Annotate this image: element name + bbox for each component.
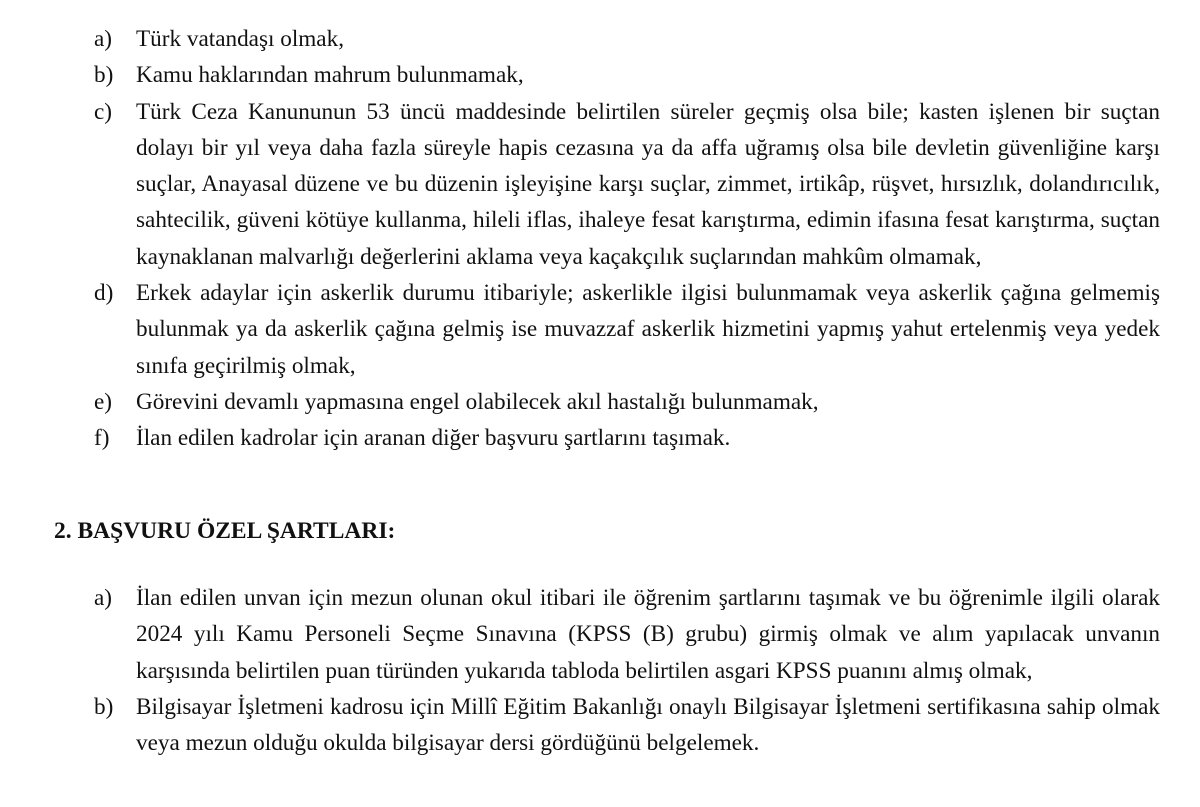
list-item-text: Türk vatandaşı olmak, <box>136 26 344 52</box>
list-marker: e) <box>94 388 113 415</box>
list-marker: a) <box>94 26 113 52</box>
list-marker: c) <box>94 98 113 125</box>
list-item <box>0 57 1200 93</box>
list-marker: b) <box>94 62 114 89</box>
special-requirements-list <box>0 580 1200 761</box>
list-item <box>0 384 1200 420</box>
list-item <box>0 275 1200 384</box>
list-item <box>0 580 1200 689</box>
list-marker: a) <box>94 585 113 611</box>
list-item <box>0 689 1200 762</box>
list-item-text: Erkek adaylar için askerlik durumu itibariyle; askerlikle ilgisi bulunmamak veya askerlik çağına gelmemiş bulunmak ya da askerlik çağına gelmiş ise muvazzaf askerlik hizmetini yapmış yahut ertelenmiş veya yedek sınıfa geçirilmiş olmak, <box>136 280 1160 379</box>
list-item <box>0 420 1200 456</box>
list-item-text: Kamu haklarından mahrum bulunmamak, <box>136 62 524 89</box>
list-marker: d) <box>94 280 114 307</box>
list-item <box>0 21 1200 57</box>
list-item-text: İlan edilen unvan için mezun olunan okul itibari ile öğrenim şartlarını taşımak ve bu öğrenimle ilgili olarak 2024 yılı Kamu Personeli Seçme Sınavına (KPSS (B) grubu) girmiş olmak ve alım yapılacak unvanın karşısında belirtilen puan türünden yukarıda tabloda belirtilen asgari KPSS puanını almış olmak, <box>136 585 1160 684</box>
list-item-text: Bilgisayar İşletmeni kadrosu için Millî Eğitim Bakanlığı onaylı Bilgisayar İşletmeni sertifikasına sahip olmak veya mezun olduğu okulda bilgisayar dersi gördüğünü belgelemek. <box>136 693 1160 757</box>
list-item-text: Görevini devamlı yapmasına engel olabilecek akıl hastalığı bulunmamak, <box>136 388 819 415</box>
general-requirements-list <box>0 21 1200 457</box>
list-marker: b) <box>94 693 114 720</box>
list-item-text: Türk Ceza Kanununun 53 üncü maddesinde belirtilen süreler geçmiş olsa bile; kasten işlenen bir suçtan dolayı bir yıl veya daha fazla süreyle hapis cezasına ya da affa uğramış olsa bile devletin güvenliğine karşı suçlar, Anayasal düzene ve bu düzenin işleyişine karşı suçlar, zimmet, irtikâp, rüşvet, hırsızlık, dolandırıcılık, sahtecilik, güveni kötüye kullanma, hileli iflas, ihaleye fesat karıştırma, edimin ifasına fesat karıştırma, suçtan kaynaklanan malvarlığı değerlerini aklama veya kaçakçılık suçlarından mahkûm olmamak, <box>136 98 1160 270</box>
section-heading: 2. BAŞVURU ÖZEL ŞARTLARI: <box>54 518 396 544</box>
list-item-text: İlan edilen kadrolar için aranan diğer başvuru şartlarını taşımak. <box>136 425 731 452</box>
list-marker: f) <box>94 425 110 452</box>
list-item <box>0 94 1200 275</box>
